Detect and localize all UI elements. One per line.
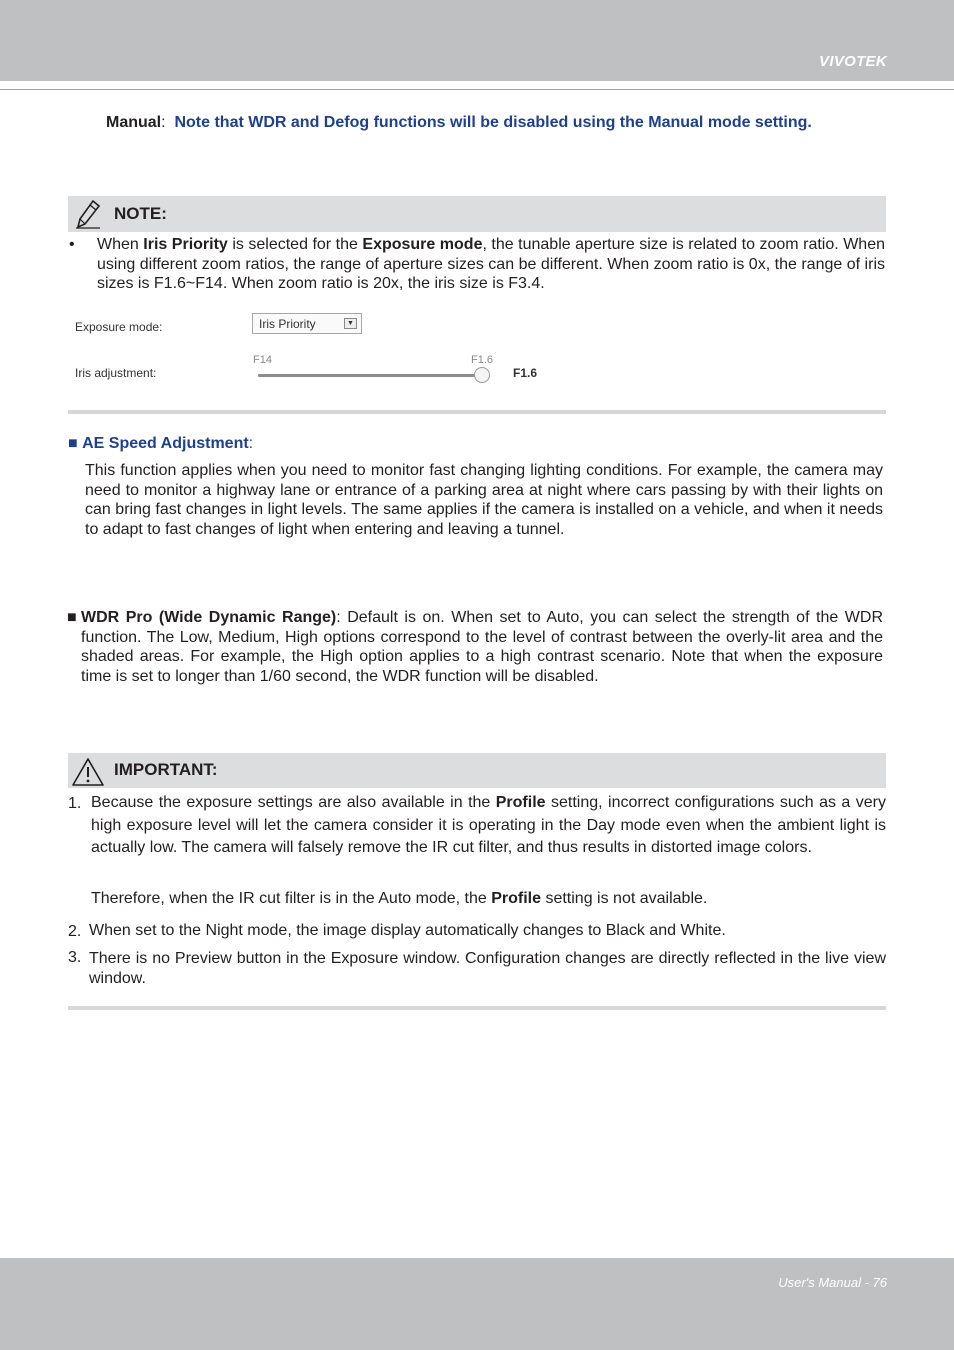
pencil-icon [74, 199, 102, 229]
manual-colon: : [161, 114, 166, 131]
important-title: IMPORTANT: [114, 760, 218, 779]
note-text: When Iris Priority is selected for the Exposure mode, the tunable aperture size is related to zoom ratio. When using different zoom ratios, the range of aperture sizes can be different. When zoom ratio is 0x, the range of iris sizes is F1.6~F14. When zoom ratio is 20x, the iris size is F3.4. [97, 236, 885, 292]
item-number: 1. [68, 795, 82, 812]
iris-slider-fill [258, 374, 482, 377]
exposure-settings-figure [68, 308, 548, 398]
ae-speed-title: AE Speed Adjustment [82, 435, 249, 452]
important-item-2: When set to the Night mode, the image display automatically changes to Black and White. [89, 922, 726, 939]
note-banner [68, 196, 886, 232]
chevron-down-icon[interactable]: ▼ [344, 318, 357, 329]
warning-icon [71, 757, 105, 787]
square-bullet: ■ [68, 435, 78, 452]
iris-tick-min: F14 [253, 354, 272, 366]
wdr-title: WDR Pro (Wide Dynamic Range) [81, 609, 337, 626]
exposure-mode-value: Iris Priority [259, 317, 316, 331]
square-bullet: ■ [67, 609, 77, 626]
important-banner [68, 753, 886, 788]
section-divider [68, 1006, 886, 1010]
manual-note-text: Note that WDR and Defog functions will be disabled using the Manual mode setting. [174, 114, 812, 131]
footer-band [0, 1258, 954, 1350]
important-item-3: There is no Preview button in the Exposure window. Configuration changes are directly reflected in the live view window. [89, 950, 886, 987]
header-band [0, 0, 954, 81]
item-number: 3. [68, 949, 82, 966]
iris-tick-max: F1.6 [471, 354, 494, 366]
note-title: NOTE: [114, 204, 167, 223]
manual-label: Manual [106, 114, 162, 131]
iris-slider-handle[interactable] [474, 367, 490, 383]
important-item-1: Because the exposure settings are also available in the Profile setting, incorrect configurations such as a very high exposure level will let the camera consider it is operating in the Day mode even when the ambient light is actually low. The camera will falsely remove the IR cut filter, and thus results in distorted image colors. [91, 794, 886, 856]
ae-speed-heading: ■ AE Speed Adjustment: [68, 435, 254, 452]
manual-note-line [106, 114, 812, 132]
brand-logo: VIVOTEK [819, 53, 887, 70]
exposure-mode-select[interactable] [252, 313, 362, 334]
important-item-1-note: Therefore, when the IR cut filter is in the Auto mode, the Profile setting is not available. [91, 890, 708, 907]
iris-slider-track[interactable] [258, 374, 482, 377]
page-number: User's Manual - 76 [778, 1275, 887, 1290]
exposure-mode-label: Exposure mode: [75, 320, 163, 334]
header-rule [0, 89, 954, 90]
ae-speed-description: This function applies when you need to monitor fast changing lighting conditions. For example, the camera may need to monitor a highway lane or entrance of a parking area at night where cars passing by with their lights on can bring fast changes in light levels. The same applies if the camera is installed on a vehicle, and when it needs to adapt to fast changes of light when entering and leaving a tunnel. [85, 462, 883, 538]
note-bullet: • [69, 236, 75, 253]
iris-current-value: F1.6 [513, 366, 538, 380]
wdr-description: WDR Pro (Wide Dynamic Range): Default is on. When set to Auto, you can select the strength of the WDR function. The Low, Medium, High options correspond to the level of contrast between the overly-lit area and the shaded areas. For example, the High option applies to a high contrast scenario. Note that when the exposure time is set to longer than 1/60 second, the WDR function will be disabled. [81, 609, 883, 685]
item-number: 2. [68, 923, 82, 940]
iris-adjustment-label: Iris adjustment: [75, 366, 157, 380]
section-divider [68, 410, 886, 414]
